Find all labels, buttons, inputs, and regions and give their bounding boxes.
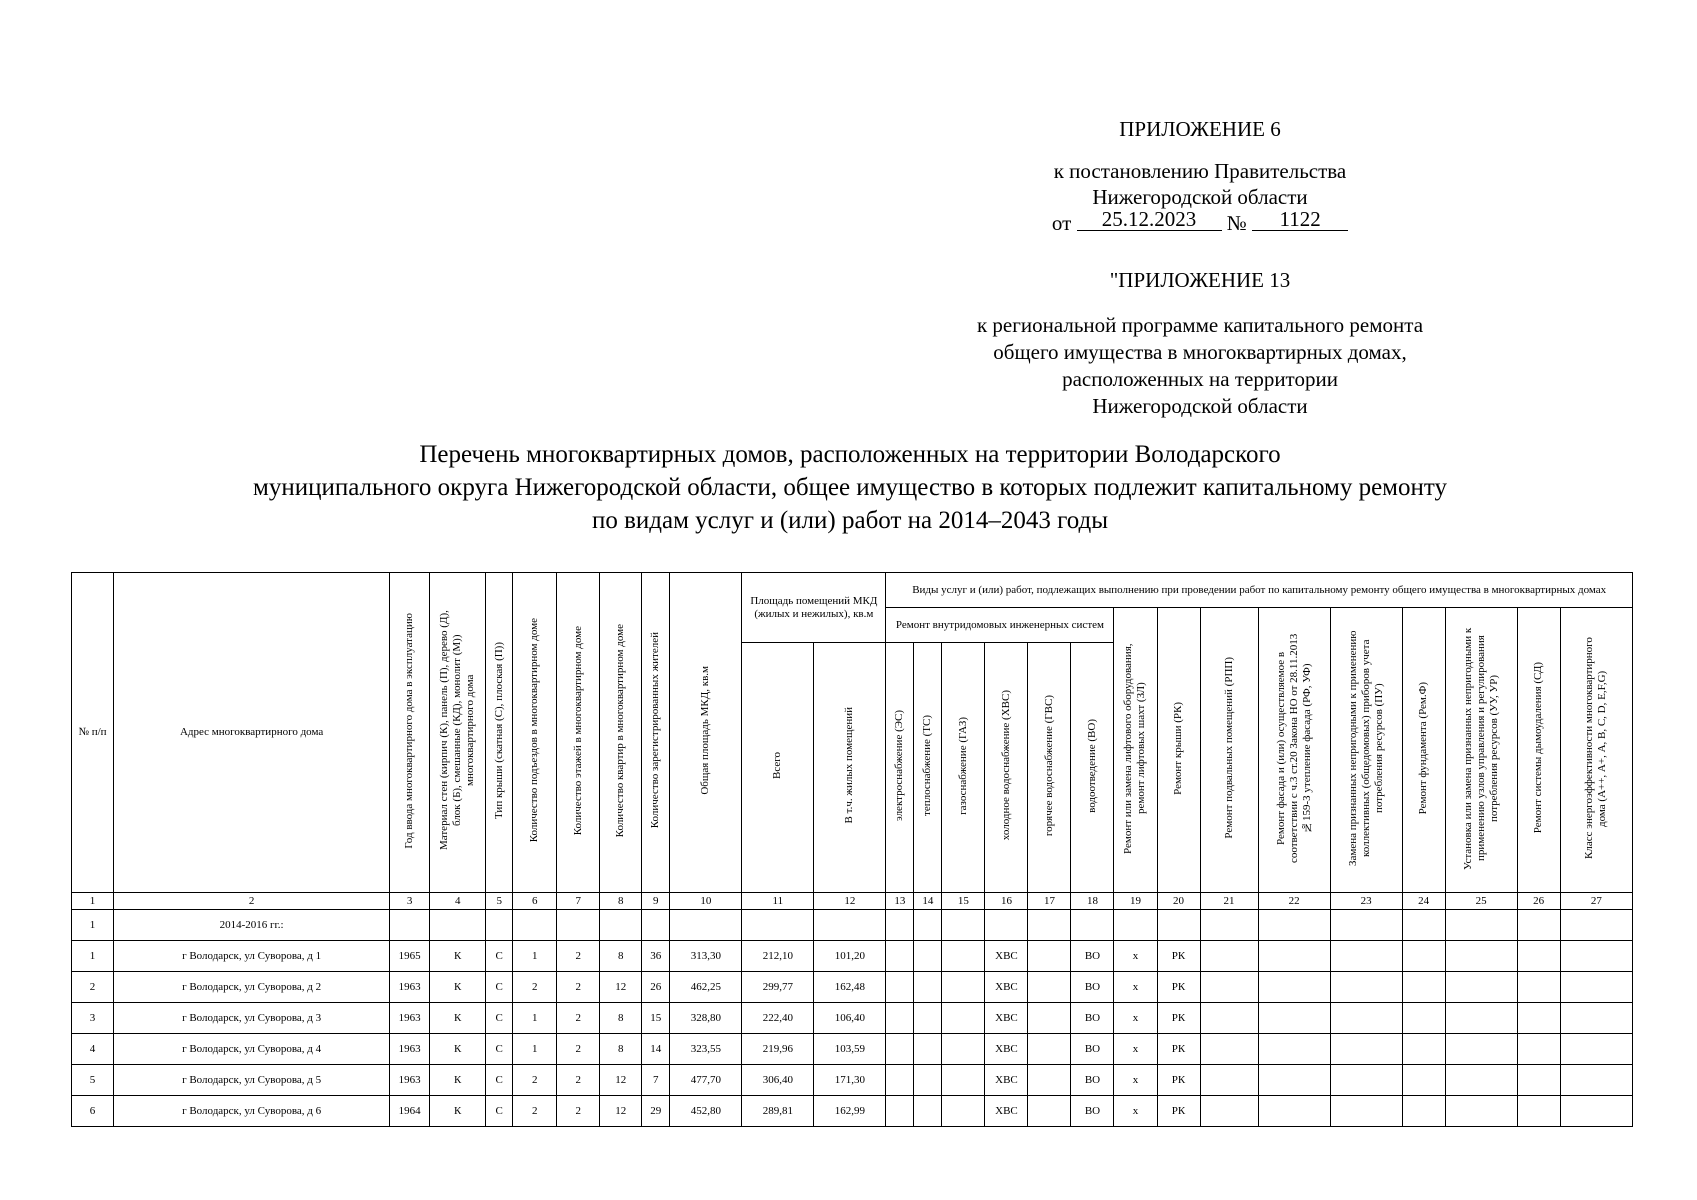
header-ts: теплоснабжение (ТС) xyxy=(914,643,942,893)
table-cell xyxy=(1445,1065,1517,1096)
column-number: 1 xyxy=(72,893,114,910)
table-cell: х xyxy=(1114,1034,1157,1065)
table-cell xyxy=(1560,1096,1632,1127)
table-cell xyxy=(886,1034,914,1065)
table-cell: 2 xyxy=(557,1096,600,1127)
table-cell: 328,80 xyxy=(670,1003,742,1034)
header-works-group: Виды услуг и (или) работ, подлежащих выполнению при проведении работ по капитальному ремонту общего имущества в многоквартирных домах xyxy=(886,573,1633,608)
header-lift: Ремонт или замена лифтового оборудования, ремонт лифтовых шахт (ЗЛ) xyxy=(1114,608,1157,893)
header-control-units: Установка или замена признанных непригодными к применению узлов управления и регулирования потребления ресурсов (УУ, УР) xyxy=(1445,608,1517,893)
table-cell: ХВС xyxy=(985,1034,1028,1065)
table-cell: х xyxy=(1114,972,1157,1003)
table-cell: С xyxy=(486,941,513,972)
table-cell xyxy=(914,1065,942,1096)
column-number: 15 xyxy=(942,893,985,910)
table-cell: ВО xyxy=(1071,1096,1114,1127)
table-cell: 2 xyxy=(557,972,600,1003)
column-number: 4 xyxy=(430,893,486,910)
column-number: 6 xyxy=(513,893,557,910)
table-cell xyxy=(1560,1003,1632,1034)
table-cell: 3 xyxy=(72,1003,114,1034)
table-cell xyxy=(1517,1003,1560,1034)
table-cell xyxy=(942,1096,985,1127)
table-cell: 2 xyxy=(513,1096,557,1127)
header-num: № п/п xyxy=(72,573,114,893)
header-foundation: Ремонт фундамента (Рем.Ф) xyxy=(1402,608,1445,893)
table-cell: 5 xyxy=(72,1065,114,1096)
section-num: 1 xyxy=(72,910,114,941)
appendix-line-1: к постановлению Правительства xyxy=(1053,159,1347,183)
table-cell: 26 xyxy=(642,972,670,1003)
table-cell: ХВС xyxy=(985,1096,1028,1127)
header-engineering-group: Ремонт внутридомовых инженерных систем xyxy=(886,608,1114,643)
table-cell xyxy=(1402,972,1445,1003)
table-cell xyxy=(914,972,942,1003)
column-number: 7 xyxy=(557,893,600,910)
header-total-area: Общая площадь МКД, кв.м xyxy=(670,573,742,893)
table-cell xyxy=(1560,941,1632,972)
header-residents: Количество зарегистрированных жителей xyxy=(642,573,670,893)
column-number: 11 xyxy=(742,893,814,910)
table-cell: РК xyxy=(1157,1065,1200,1096)
table-cell xyxy=(1200,1096,1258,1127)
table-cell: 2 xyxy=(557,1034,600,1065)
table-cell xyxy=(1517,1096,1560,1127)
table-cell xyxy=(1330,972,1402,1003)
table-cell: 1 xyxy=(72,941,114,972)
inner-appendix-line-1: к региональной программе капитального ремонта xyxy=(976,313,1424,337)
table-cell xyxy=(886,1065,914,1096)
table-cell xyxy=(1330,1065,1402,1096)
table-cell xyxy=(1445,972,1517,1003)
table-cell xyxy=(1028,972,1071,1003)
header-floors: Количество этажей в многоквартирном доме xyxy=(557,573,600,893)
table-cell xyxy=(1517,1034,1560,1065)
column-number: 17 xyxy=(1028,893,1071,910)
table-cell xyxy=(1517,972,1560,1003)
table-cell: 101,20 xyxy=(814,941,886,972)
header-material: Материал стен (кирпич (К), панель (П), дерево (Д), блок (Б), смешанные (КД), монолит (М)) многоквартирного дома xyxy=(430,573,486,893)
column-number: 14 xyxy=(914,893,942,910)
table-cell: х xyxy=(1114,941,1157,972)
column-number: 21 xyxy=(1200,893,1258,910)
table-cell: 29 xyxy=(642,1096,670,1127)
table-cell xyxy=(1330,941,1402,972)
table-cell: С xyxy=(486,1003,513,1034)
document-title-line-1: Перечень многоквартирных домов, расположенных на территории Володарского xyxy=(419,441,1281,468)
table-cell: С xyxy=(486,1096,513,1127)
table-cell: ВО xyxy=(1071,941,1114,972)
column-number: 24 xyxy=(1402,893,1445,910)
column-number: 13 xyxy=(886,893,914,910)
header-year: Год ввода многоквартирного дома в эксплуатацию xyxy=(390,573,430,893)
column-number: 10 xyxy=(670,893,742,910)
table-cell: 323,55 xyxy=(670,1034,742,1065)
table-cell: 1964 xyxy=(390,1096,430,1127)
appendix-reference xyxy=(900,158,1500,236)
table-cell: 2 xyxy=(557,1003,600,1034)
appendix-title: ПРИЛОЖЕНИЕ 6 xyxy=(1119,117,1281,141)
table-cell: 162,99 xyxy=(814,1096,886,1127)
column-number: 18 xyxy=(1071,893,1114,910)
column-number: 3 xyxy=(390,893,430,910)
table-cell xyxy=(886,1096,914,1127)
column-number: 26 xyxy=(1517,893,1560,910)
table-cell xyxy=(1445,1096,1517,1127)
table-cell xyxy=(1200,1034,1258,1065)
table-cell: ХВС xyxy=(985,1065,1028,1096)
header-rpp: Ремонт подвальных помещений (РПП) xyxy=(1200,608,1258,893)
table-cell xyxy=(1258,1096,1330,1127)
header-hvs: холодное водоснабжение (ХВС) xyxy=(985,643,1028,893)
table-cell: РК xyxy=(1157,972,1200,1003)
table-cell xyxy=(1200,1003,1258,1034)
table-cell: 313,30 xyxy=(670,941,742,972)
table-cell: К xyxy=(430,1034,486,1065)
header-meters: Замена признанных непригодными к применению коллективных (общедомовых) приборов учета потребления ресурсов (ПУ) xyxy=(1330,608,1402,893)
table-cell: ВО xyxy=(1071,1065,1114,1096)
table-cell: РК xyxy=(1157,1003,1200,1034)
table-cell xyxy=(1330,1096,1402,1127)
table-cell: 14 xyxy=(642,1034,670,1065)
header-vo: водоотведение (ВО) xyxy=(1071,643,1114,893)
table-cell: ВО xyxy=(1071,1003,1114,1034)
address-cell: г Володарск, ул Суворова, д 4 xyxy=(114,1034,390,1065)
table-cell xyxy=(1517,941,1560,972)
table-cell: 36 xyxy=(642,941,670,972)
inner-appendix-reference xyxy=(880,312,1520,420)
table-cell xyxy=(1330,1003,1402,1034)
table-row xyxy=(72,1034,1633,1065)
table-cell xyxy=(942,1065,985,1096)
table-cell: С xyxy=(486,1065,513,1096)
section-label: 2014-2016 гг.: xyxy=(114,910,390,941)
column-number: 8 xyxy=(600,893,642,910)
table-row xyxy=(72,1096,1633,1127)
table-cell xyxy=(1560,1065,1632,1096)
table-cell: ХВС xyxy=(985,941,1028,972)
table-cell xyxy=(942,941,985,972)
table-cell: 12 xyxy=(600,972,642,1003)
table-cell: К xyxy=(430,972,486,1003)
appendix-date-line xyxy=(900,207,1500,236)
header-area-living: В т.ч. жилых помещений xyxy=(814,643,886,893)
table-cell xyxy=(886,972,914,1003)
column-number: 20 xyxy=(1157,893,1200,910)
decree-date: 25.12.2023 xyxy=(1077,208,1222,231)
table-cell: 8 xyxy=(600,1003,642,1034)
table-cell: ВО xyxy=(1071,972,1114,1003)
table-cell: РК xyxy=(1157,1096,1200,1127)
table-cell: 299,77 xyxy=(742,972,814,1003)
column-number: 12 xyxy=(814,893,886,910)
table-cell xyxy=(914,941,942,972)
table-cell xyxy=(942,972,985,1003)
table-cell: 103,59 xyxy=(814,1034,886,1065)
table-cell xyxy=(1028,1034,1071,1065)
header-rk: Ремонт крыши (РК) xyxy=(1157,608,1200,893)
table-cell xyxy=(1028,941,1071,972)
table-cell: К xyxy=(430,941,486,972)
inner-appendix-line-2: общего имущества в многоквартирных домах, xyxy=(993,340,1407,364)
header-roof-type: Тип крыши (скатная (С), плоская (П)) xyxy=(486,573,513,893)
table-cell: 15 xyxy=(642,1003,670,1034)
table-cell xyxy=(914,1034,942,1065)
address-cell: г Володарск, ул Суворова, д 6 xyxy=(114,1096,390,1127)
table-cell: 1963 xyxy=(390,1003,430,1034)
header-area-group: Площадь помещений МКД (жилых и нежилых), кв.м xyxy=(742,573,886,643)
table-cell: 1 xyxy=(513,941,557,972)
column-number: 9 xyxy=(642,893,670,910)
inner-appendix-title: "ПРИЛОЖЕНИЕ 13 xyxy=(1109,268,1291,292)
table-cell: 2 xyxy=(557,941,600,972)
table-cell xyxy=(1200,1065,1258,1096)
table-cell xyxy=(1200,941,1258,972)
document-title-line-3: по видам услуг и (или) работ на 2014–2043 годы xyxy=(591,507,1109,534)
table-cell: 171,30 xyxy=(814,1065,886,1096)
table-cell: х xyxy=(1114,1096,1157,1127)
table-cell: РК xyxy=(1157,941,1200,972)
table-cell xyxy=(1330,1034,1402,1065)
section-row xyxy=(72,910,1633,941)
table-cell xyxy=(886,941,914,972)
table-cell: 162,48 xyxy=(814,972,886,1003)
number-label: № xyxy=(1226,211,1247,235)
column-number: 25 xyxy=(1445,893,1517,910)
address-cell: г Володарск, ул Суворова, д 1 xyxy=(114,941,390,972)
table-cell: 7 xyxy=(642,1065,670,1096)
table-cell xyxy=(1402,1003,1445,1034)
column-number: 2 xyxy=(114,893,390,910)
column-number: 22 xyxy=(1258,893,1330,910)
header-address: Адрес многоквартирного дома xyxy=(114,573,390,893)
table-cell: 1965 xyxy=(390,941,430,972)
table-cell xyxy=(1028,1096,1071,1127)
table-row xyxy=(72,972,1633,1003)
table-cell xyxy=(942,1034,985,1065)
table-cell: 1 xyxy=(513,1003,557,1034)
table-cell: х xyxy=(1114,1065,1157,1096)
table-cell: 106,40 xyxy=(814,1003,886,1034)
decree-number: 1122 xyxy=(1252,208,1348,231)
table-cell: 452,80 xyxy=(670,1096,742,1127)
address-cell: г Володарск, ул Суворова, д 2 xyxy=(114,972,390,1003)
header-facade: Ремонт фасада и (или) осуществляемое в соответствии с ч.3 ст.20 Закона НО от 28.11.2013 №159-З утепление фасада (РФ, УФ) xyxy=(1258,608,1330,893)
table-cell: 1 xyxy=(513,1034,557,1065)
table-cell xyxy=(914,1096,942,1127)
header-gas: газоснабжение (ГАЗ) xyxy=(942,643,985,893)
table-cell: 2 xyxy=(513,972,557,1003)
table-cell: С xyxy=(486,1034,513,1065)
document-title xyxy=(150,438,1550,537)
table-cell xyxy=(1028,1003,1071,1034)
table-cell xyxy=(942,1003,985,1034)
inner-appendix-line-4: Нижегородской области xyxy=(1092,394,1308,418)
table-cell: ХВС xyxy=(985,972,1028,1003)
register-table xyxy=(71,572,1633,1127)
table-cell: 477,70 xyxy=(670,1065,742,1096)
table-cell: 8 xyxy=(600,941,642,972)
table-cell: 2 xyxy=(72,972,114,1003)
table-cell xyxy=(1517,1065,1560,1096)
table-cell xyxy=(1258,1065,1330,1096)
header-es: электроснабжение (ЭС) xyxy=(886,643,914,893)
table-cell xyxy=(1445,1034,1517,1065)
table-cell xyxy=(914,1003,942,1034)
header-energy-class: Класс энергоэффективности многоквартирного дома (А++, А+, А, В, С, D, E,F,G) xyxy=(1560,608,1632,893)
table-cell xyxy=(1560,1034,1632,1065)
from-label: от xyxy=(1051,211,1072,235)
table-cell: 8 xyxy=(600,1034,642,1065)
table-cell: 289,81 xyxy=(742,1096,814,1127)
table-row xyxy=(72,1003,1633,1034)
table-cell xyxy=(1560,972,1632,1003)
table-cell xyxy=(1258,941,1330,972)
table-cell: 6 xyxy=(72,1096,114,1127)
column-number-row xyxy=(72,893,1633,910)
header-area-total: Всего xyxy=(742,643,814,893)
table-cell: ВО xyxy=(1071,1034,1114,1065)
table-cell: 2 xyxy=(513,1065,557,1096)
table-cell: РК xyxy=(1157,1034,1200,1065)
table-cell xyxy=(1445,1003,1517,1034)
table-cell: 12 xyxy=(600,1065,642,1096)
table-cell xyxy=(1402,1034,1445,1065)
column-number: 23 xyxy=(1330,893,1402,910)
header-apartments: Количество квартир в многоквартирном доме xyxy=(600,573,642,893)
table-cell: 219,96 xyxy=(742,1034,814,1065)
table-cell: 12 xyxy=(600,1096,642,1127)
table-cell xyxy=(886,1003,914,1034)
table-cell: 306,40 xyxy=(742,1065,814,1096)
table-cell xyxy=(1028,1065,1071,1096)
table-cell: х xyxy=(1114,1003,1157,1034)
table-cell: 212,10 xyxy=(742,941,814,972)
column-number: 19 xyxy=(1114,893,1157,910)
table-row xyxy=(72,1065,1633,1096)
column-number: 16 xyxy=(985,893,1028,910)
table-cell: 1963 xyxy=(390,1034,430,1065)
table-cell: 1963 xyxy=(390,972,430,1003)
table-cell: 1963 xyxy=(390,1065,430,1096)
table-cell xyxy=(1258,1034,1330,1065)
table-cell xyxy=(1402,1065,1445,1096)
document-title-line-2: муниципального округа Нижегородской области, общее имущество в которых подлежит капитальному ремонту xyxy=(253,474,1447,501)
column-number: 5 xyxy=(486,893,513,910)
table-row xyxy=(72,941,1633,972)
table-cell: 4 xyxy=(72,1034,114,1065)
address-cell: г Володарск, ул Суворова, д 5 xyxy=(114,1065,390,1096)
table-cell: К xyxy=(430,1065,486,1096)
address-cell: г Володарск, ул Суворова, д 3 xyxy=(114,1003,390,1034)
table-cell: 2 xyxy=(557,1065,600,1096)
inner-appendix-line-3: расположенных на территории xyxy=(1062,367,1338,391)
table-cell: С xyxy=(486,972,513,1003)
header-entrances: Количество подъездов в многоквартирном доме xyxy=(513,573,557,893)
header-smoke: Ремонт системы дымоудаления (СД) xyxy=(1517,608,1560,893)
table-cell: К xyxy=(430,1096,486,1127)
table-cell xyxy=(1200,972,1258,1003)
table-cell xyxy=(1258,1003,1330,1034)
column-number: 27 xyxy=(1560,893,1632,910)
header-gvs: горячее водоснабжение (ГВС) xyxy=(1028,643,1071,893)
table-cell: ХВС xyxy=(985,1003,1028,1034)
table-cell xyxy=(1402,1096,1445,1127)
table-cell: К xyxy=(430,1003,486,1034)
table-cell xyxy=(1402,941,1445,972)
appendix-line-2: Нижегородской области xyxy=(1092,185,1308,209)
table-cell: 222,40 xyxy=(742,1003,814,1034)
table-cell: 462,25 xyxy=(670,972,742,1003)
table-cell xyxy=(1258,972,1330,1003)
table-cell xyxy=(1445,941,1517,972)
